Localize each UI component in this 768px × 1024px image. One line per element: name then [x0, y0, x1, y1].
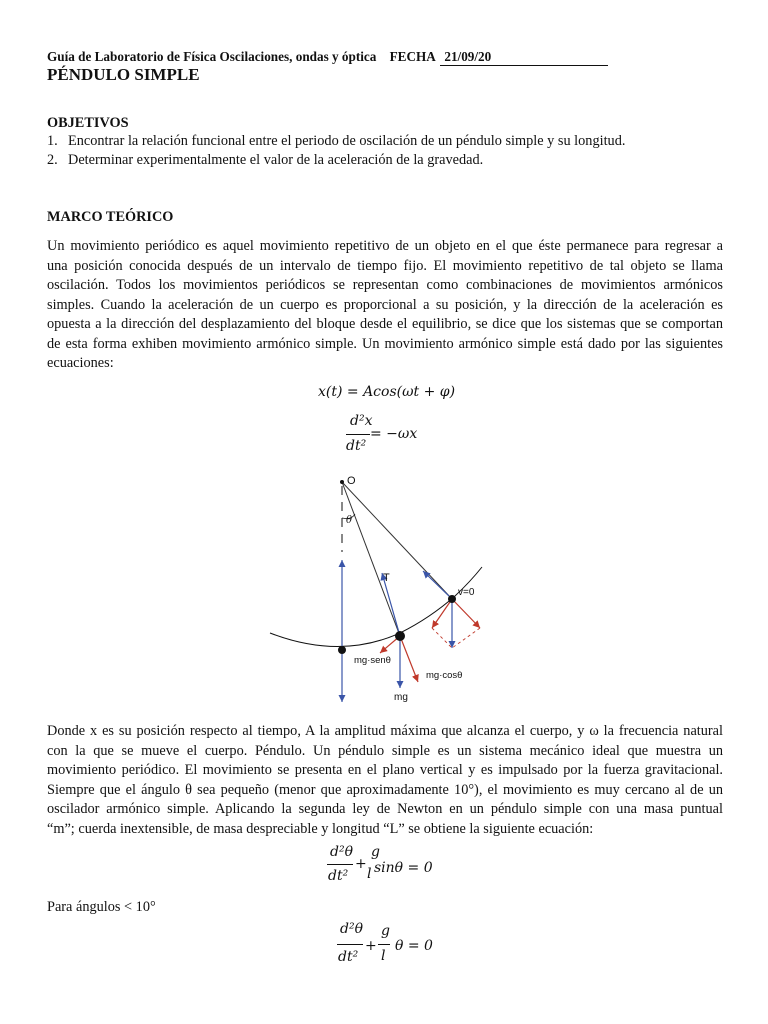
- string-extreme: [342, 482, 452, 599]
- eq3-denominator2: l: [367, 866, 372, 882]
- eq4-numerator2: g: [381, 923, 390, 939]
- equation-accel-rhs: = −ωx: [370, 426, 418, 442]
- guide-title: Guía de Laboratorio de Física Oscilaciones, ondas y óptica: [47, 49, 377, 64]
- paragraph-line: una posición conocida después de un intervalo de tiempo fijo. El movimiento repetitivo de tal objeto se llama: [47, 257, 723, 274]
- paragraph-line: con la que se mueve el cuerpo. Péndulo. Un péndulo simple es un sistema mecánico ideal que muestra un: [47, 742, 723, 759]
- objectives-heading: OBJETIVOS: [47, 115, 129, 131]
- pendulum-bob-extreme: [448, 595, 456, 603]
- small-angle-label: Para ángulos < 10°: [47, 899, 156, 915]
- pendulum-bob-middle: [395, 631, 405, 641]
- pendulum-diagram: [260, 470, 500, 710]
- guide-header: [47, 49, 608, 66]
- label-origin: O: [347, 475, 356, 487]
- objective-item: [47, 132, 737, 152]
- radial-arrow-extreme: [452, 599, 480, 628]
- label-v0: v=0: [458, 587, 475, 598]
- eq4-numerator1: d²θ: [340, 921, 364, 937]
- fraction-line: [337, 944, 363, 945]
- eq3-numerator1: d²θ: [330, 844, 354, 860]
- label-mg-cos: mg·cosθ: [426, 670, 463, 681]
- paragraph-line: de esta forma exhiben movimiento armónico simple. Un movimiento armónico simple está dado por las siguientes: [47, 335, 723, 352]
- objective-text: Determinar experimentalmente el valor de la aceleración de la gravedad.: [68, 152, 484, 168]
- paragraph-line: simples. Cuando la aceleración de un cuerpo es proporcional a su posición, y la dirección de la aceleración es: [47, 296, 723, 313]
- theory-paragraph: [47, 237, 723, 374]
- objective-number: 1.: [47, 133, 58, 149]
- paragraph-line: movimiento periódico. El movimiento se presenta en el plano vertical y es impulsado por la fuerza gravitacional.: [47, 762, 723, 778]
- fraction-line: [378, 944, 390, 945]
- swing-arc: [270, 567, 482, 647]
- label-mg-sen: mg·senθ: [354, 655, 391, 666]
- page-title: PÉNDULO SIMPLE: [47, 65, 200, 84]
- paragraph-line: “m”; cuerda inextensible, de masa despreciable y longitud “L” se obtiene la siguiente ecuación:: [47, 820, 594, 837]
- pendulum-bob-bottom: [338, 646, 346, 654]
- equation-accel-denominator: dt²: [346, 438, 367, 454]
- paragraph-line: Donde x es su posición respecto al tiempo, A la amplitud máxima que alcanza el cuerpo, y ω la frecuencia natural: [47, 723, 723, 739]
- fraction-line: [346, 434, 370, 435]
- fraction-line: [327, 864, 353, 865]
- label-theta: θ: [346, 515, 353, 526]
- paragraph-line: Un movimiento periódico es aquel movimiento repetitivo de un objeto en el que éste permanece para regresar a: [47, 238, 723, 254]
- eq4-denominator2: l: [381, 948, 386, 964]
- theory-heading: MARCO TEÓRICO: [47, 209, 174, 225]
- eq4-denominator1: dt²: [338, 949, 359, 965]
- equation-accel-numerator: d²x: [350, 413, 373, 429]
- eq3-numerator2: g: [371, 844, 380, 860]
- string-middle: [342, 482, 400, 636]
- pivot-point: [340, 480, 344, 484]
- paragraph-line: oscilación. Todos los movimientos periódicos se representan como combinaciones de movimientos armónicos: [47, 277, 723, 293]
- objective-item: [47, 151, 737, 171]
- date-label: FECHA: [389, 49, 436, 64]
- eq3-denominator1: dt²: [328, 868, 349, 884]
- objective-number: 2.: [47, 152, 58, 168]
- date-value: 21/09/20: [444, 49, 492, 64]
- eq3-rest: sinθ = 0: [374, 860, 433, 876]
- tangential-arrow-extreme: [432, 599, 452, 628]
- eq4-plus: +: [365, 938, 377, 954]
- paragraph-line: opuesta a la dirección del desplazamiento del bloque desde el equilibrio, se dice que los sistemas que se comportan: [47, 316, 723, 332]
- mg-cos-arrow: [400, 636, 418, 682]
- paragraph-line: oscilador armónico simple. Aplicando la segunda ley de Newton en un péndulo simple con una masa puntual: [47, 801, 723, 817]
- dashed-component-a: [432, 628, 452, 648]
- paragraph-line: Siempre que el ángulo θ sea pequeño (menor que aproximadamente 10°), el movimiento es muy cercano al de un: [47, 781, 723, 798]
- label-tension: T: [383, 572, 390, 584]
- eq4-rest: θ = 0: [395, 938, 433, 954]
- date-field: [440, 49, 608, 66]
- eq3-plus: +: [355, 856, 367, 872]
- label-mg: mg: [394, 692, 408, 703]
- tension-arrow-extreme: [423, 571, 452, 599]
- paragraph-line: ecuaciones:: [47, 355, 114, 371]
- dashed-component-b: [452, 628, 480, 648]
- objective-text: Encontrar la relación funcional entre el periodo de oscilación de un péndulo simple y su longitud.: [68, 133, 626, 149]
- description-paragraph: [47, 722, 723, 839]
- equation-position: x(t) = Acos(ωt + φ): [318, 384, 456, 400]
